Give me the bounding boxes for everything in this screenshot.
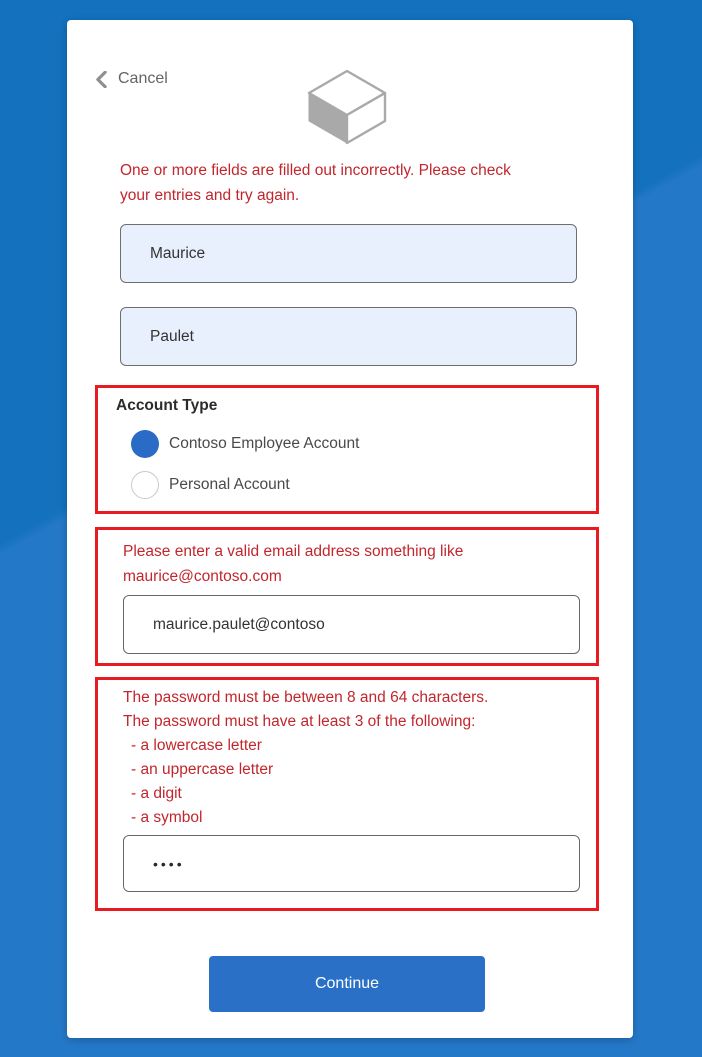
continue-button[interactable]: Continue (209, 956, 485, 1012)
password-error-line: - a digit (131, 785, 182, 802)
password-error-line: - a lowercase letter (131, 737, 262, 754)
password-error-line: The password must have at least 3 of the following: (123, 713, 476, 730)
surname-input[interactable] (120, 307, 577, 366)
radio-selected-icon[interactable] (131, 430, 159, 458)
account-type-group (95, 385, 599, 514)
radio-option-label: Personal Account (169, 476, 290, 493)
page-error-message (120, 158, 599, 208)
password-group (95, 677, 599, 911)
email-group (95, 527, 599, 666)
email-error-line-2: maurice@contoso.com (123, 568, 282, 585)
cube-logo-icon (304, 68, 390, 151)
radio-option-label: Contoso Employee Account (169, 435, 360, 452)
password-error-line: The password must be between 8 and 64 characters. (123, 689, 489, 706)
page-error-line-1: One or more fields are filled out incorrectly. Please check (120, 162, 511, 179)
page-error-line-2: your entries and try again. (120, 187, 300, 204)
back-chevron-icon (95, 71, 108, 88)
given-name-input[interactable] (120, 224, 577, 283)
signup-card (67, 20, 633, 1038)
email-input[interactable] (123, 595, 580, 654)
email-error-line-1: Please enter a valid email address something like (123, 543, 464, 560)
account-type-label: Account Type (116, 397, 218, 414)
password-error-line: - an uppercase letter (131, 761, 274, 778)
password-error-line: - a symbol (131, 809, 203, 826)
radio-option-personal-account[interactable] (131, 471, 596, 499)
email-error-message (123, 539, 596, 589)
radio-unselected-icon[interactable] (131, 471, 159, 499)
cancel-label: Cancel (118, 70, 168, 87)
radio-option-contoso-employee[interactable] (131, 430, 596, 458)
password-input[interactable] (123, 835, 580, 892)
cancel-button[interactable] (95, 70, 168, 88)
